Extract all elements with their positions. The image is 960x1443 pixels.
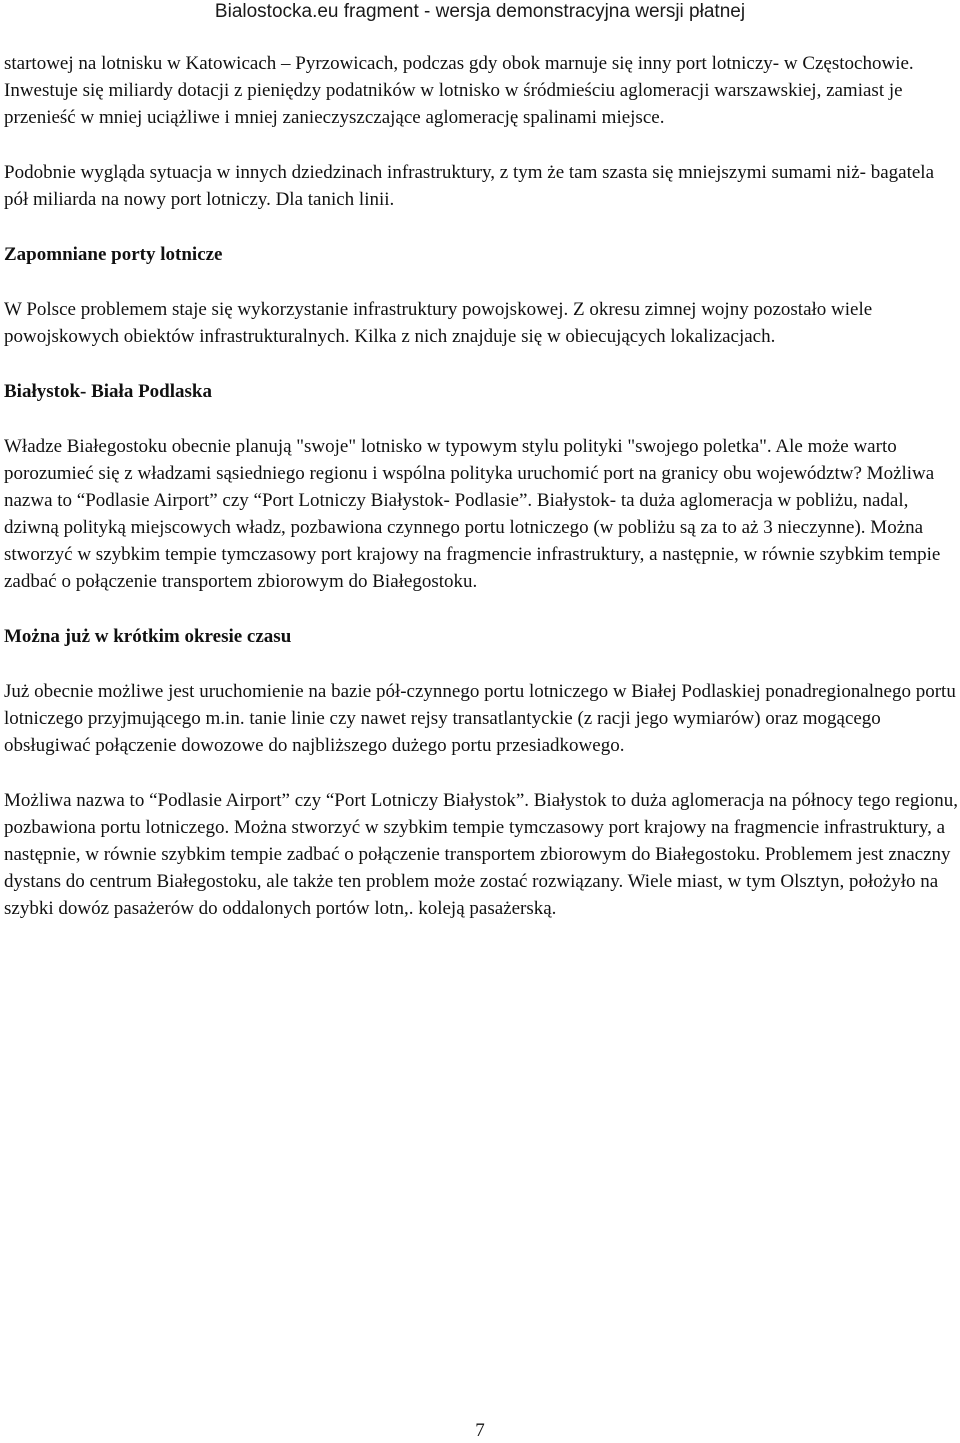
paragraph-local-authorities: Władze Białegostoku obecnie planują "swoje" lotnisko w typowym stylu polityki "swojego poletka". Ale może warto porozumieć się z władzami sąsiedniego regionu i wspólna polityka uruchomić port na granicy obu województw? Możliwa nazwa to “Podlasie Airport” czy “Port Lotniczy Białystok- Podlasie”. Białystok- ta duża aglomeracja w pobliżu, nadal, dziwną polityką miejscowych władz, pozbawiona czynnego portu lotniczego (w pobliżu są za to aż 3 nieczynne). Można stworzyć w szybkim tempie tymczasowy port krajowy na fragmencie infrastruktury, a następnie, w równie szybkim tempie zadbać o połączenie transportem zbiorowym do Białegostoku. (4, 436, 941, 592)
running-header: Bialostocka.eu fragment - wersja demonstracyjna wersji płatnej (214, 1, 746, 22)
paragraph-biala-podlaska-airport: Już obecnie możliwe jest uruchomienie na bazie pół-czynnego portu lotniczego w Białej Podlaskiej ponadregionalnego portu lotniczego przyjmującego m.in. tanie linie czy nawet rejsy transatlantyckie (z racji jego wymiarów) oraz mogącego obsługiwać połączenie dowozowe do najbliższego dużego portu przesiadkowego. (4, 681, 956, 756)
heading-bialystok-biala-podlaska: Białystok- Biała Podlaska (4, 381, 212, 402)
paragraph-katowice: startowej na lotnisku w Katowicach – Pyrzowicach, podczas gdy obok marnuje się inny port lotniczy- w Częstochowie. Inwestuje się miliardy dotacji z pieniędzy podatników w lotnisko w śródmieściu aglomeracji warszawskiej, zamiast je przenieść w mniej uciążliwe i mniej zanieczyszczające aglomerację spalinami miejsce. (4, 53, 914, 128)
page-number: 7 (475, 1420, 485, 1441)
heading-forgotten-airports: Zapomniane porty lotnicze (4, 244, 223, 265)
paragraph-podlasie-airport-name: Możliwa nazwa to “Podlasie Airport” czy “Port Lotniczy Białystok”. Białystok to duża aglomeracja na północy tego regionu, pozbawiona portu lotniczego. Można stworzyć w szybkim tempie tymczasowy port krajowy na fragmencie infrastruktury, a następnie, w równie szybkim tempie zadbać o połączenie transportem zbiorowym do Białegostoku. Problemem jest znaczny dystans do centrum Białegostoku, ale także ten problem może zostać rozwiązany. Wiele miast, w tym Olsztyn, położyło na szybki dowóz pasażerów do oddalonych portów lotn,. koleją pasażerską. (4, 790, 958, 919)
paragraph-military-infrastructure: W Polsce problemem staje się wykorzystanie infrastruktury powojskowej. Z okresu zimnej wojny pozostało wiele powojskowych obiektów infrastrukturalnych. Kilka z nich znajduje się w obiecujących lokalizacjach. (4, 299, 873, 347)
heading-short-term: Można już w krótkim okresie czasu (4, 626, 292, 647)
paragraph-infrastructure: Podobnie wygląda sytuacja w innych dziedzinach infrastruktury, z tym że tam szasta się mniejszymi sumami niż- bagatela pół miliarda na nowy port lotniczy. Dla tanich linii. (4, 162, 935, 210)
document-body (4, 50, 958, 950)
